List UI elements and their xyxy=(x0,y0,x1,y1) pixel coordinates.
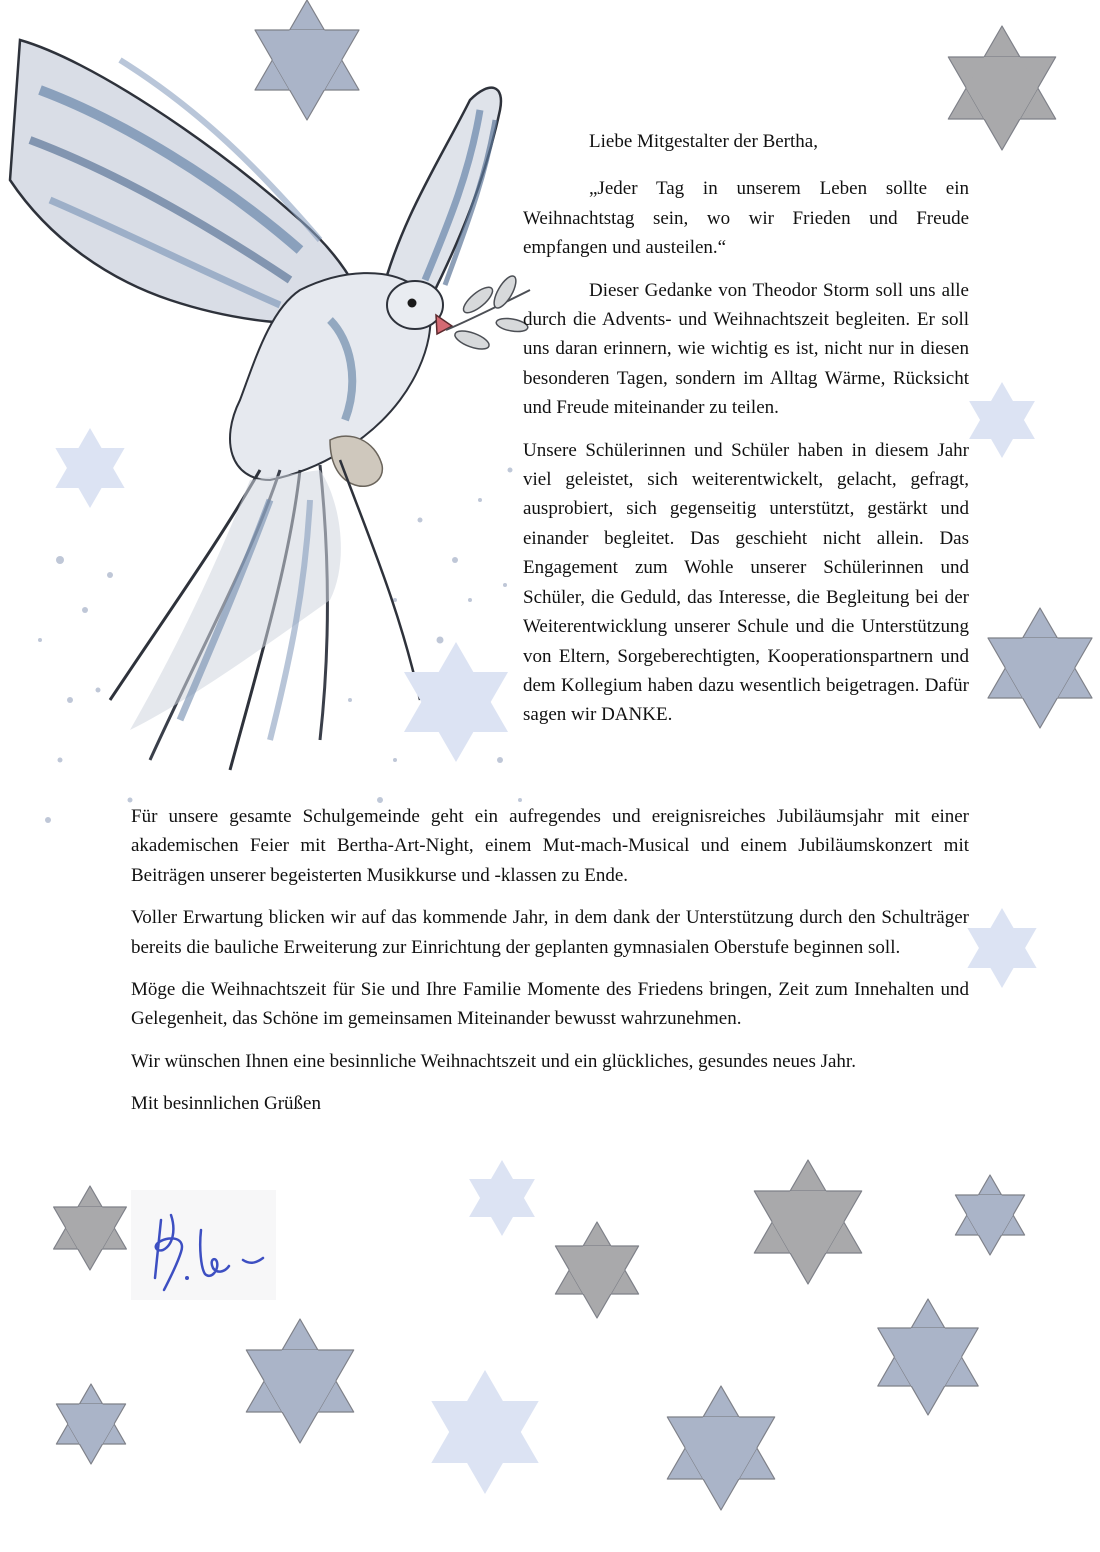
letter-paragraph-jubilee: Für unsere gesamte Schulgemeinde geht ein aufregendes und ereignisreiches Jubiläumsjahr mit einer akademischen Feier mit Bertha-Art-Night, einem Mut-mach-Musical und einem Jubiläumskonzert mit Beiträgen unserer begeisterten Musikkurse und -klassen zu Ende. xyxy=(131,806,969,886)
letter-paragraph-students: Unsere Schülerinnen und Schüler haben in diesem Jahr viel geleistet, sich weiterentwickelt, gelacht, gefragt, ausprobiert, sich gegenseitig unterstützt, gestärkt und einander begleitet. Das geschieht nicht allein. Das Engagement zum Wohle unserer Schülerinnen und Schüler, die Geduld, das Interesse, die Begleitung bei der Weiterentwicklung unserer Schule und die Unterstützung von Eltern, Sorgeberechtigten, Kooperationspartnern und dem Kollegium haben dazu wesentlich beigetragen. Dafür sagen wir DANKE. xyxy=(523,439,969,726)
letter-paragraph-outlook: Voller Erwartung blicken wir auf das kommende Jahr, in dem dank der Unterstützung durch den Schulträger bereits die bauliche Erweiterung zur Einrichtung der geplanten gymnasialen Oberstufe beginnen soll. xyxy=(131,907,969,958)
letter-upper-column xyxy=(523,127,969,743)
letter-paragraph-new-year: Wir wünschen Ihnen eine besinnliche Weihnachtszeit und ein glückliches, gesundes neues Jahr. xyxy=(131,1050,856,1072)
handwritten-signature xyxy=(131,1190,276,1300)
letter-lower-column xyxy=(131,802,969,1132)
letter-quote: „Jeder Tag in unserem Leben sollte ein Weihnachtstag sein, wo wir Frieden und Freude empfangen und austeilen.“ xyxy=(523,178,969,259)
letter-paragraph-wishes: Möge die Weihnachtszeit für Sie und Ihre Familie Momente des Friedens bringen, Zeit zum Innehalten und Gelegenheit, das Schöne im gemeinsamen Miteinander bewusst wahrzunehmen. xyxy=(131,979,969,1030)
letter-paragraph-storm: Dieser Gedanke von Theodor Storm soll uns alle durch die Advents- und Weihnachtszeit begleiten. Er soll uns daran erinnern, wie wichtig es ist, nicht nur in diesen besonderen Tagen, sondern im Alltag Wärme, Rücksicht und Freude miteinander zu teilen. xyxy=(523,279,969,419)
letter-closing: Mit besinnlichen Grüßen xyxy=(131,1093,321,1115)
letter-greeting: Liebe Mitgestalter der Bertha, xyxy=(589,131,818,152)
